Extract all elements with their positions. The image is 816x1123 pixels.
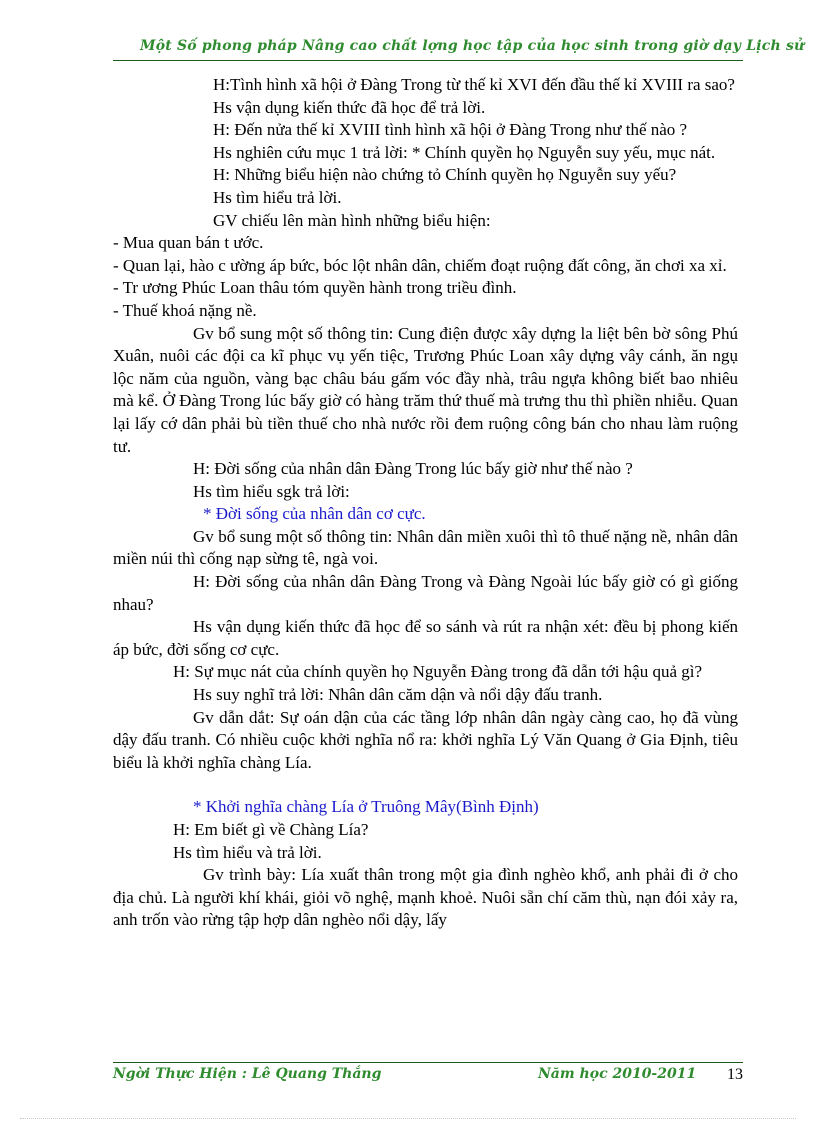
paragraph: H: Đến nửa thế kỉ XVIII tình hình xã hội ở Đàng Trong như thế nào ? — [213, 120, 688, 140]
paragraph: GV chiếu lên màn hình những biểu hiện: — [213, 210, 491, 230]
paragraph: Hs tìm hiểu trả lời. — [213, 187, 342, 207]
spacer — [113, 774, 738, 796]
list-item: - Quan lại, hào c ường áp bức, bóc lột nhân dân, chiếm đoạt ruộng đất công, ăn chơi xa xỉ. — [113, 255, 727, 275]
paragraph: Gv trình bày: Lía xuất thân trong một gia đình nghèo khổ, anh phải đi ở cho địa chủ. Là người khí khái, giỏi võ nghệ, mạnh khoẻ. Nuôi sẵn chí căm thù, nạn đói xảy ra, anh trốn vào rừng tập hợp dân nghèo nổi dậy, lấy — [113, 865, 738, 930]
page-edge-divider — [20, 1118, 796, 1119]
heading-blue: * Khởi nghĩa chàng Lía ở Truông Mây(Bình Định) — [193, 797, 539, 817]
paragraph: H: Đời sống của nhân dân Đàng Trong và Đàng Ngoài lúc bấy giờ có gì giống nhau? — [113, 572, 738, 614]
list-item: - Thuế khoá nặng nề. — [113, 300, 257, 320]
paragraph: Hs tìm hiểu và trả lời. — [173, 842, 322, 862]
heading-blue: * Đời sống của nhân dân cơ cực. — [203, 504, 426, 524]
list-item: - Mua quan bán t ước. — [113, 233, 264, 253]
paragraph: Gv bổ sung một số thông tin: Nhân dân miền xuôi thì tô thuế nặng nề, nhân dân miền núi thì cống nạp sừng tê, ngà voi. — [113, 526, 738, 569]
running-header: Một Số phong pháp Nâng cao chất lợng học tập của học sinh trong giờ dạy Lịch sử — [140, 38, 805, 54]
paragraph: Gv dẫn dắt: Sự oán dận của các tầng lớp nhân dân ngày càng cao, họ đã vùng dậy đấu tranh. Có nhiều cuộc khởi nghĩa nổ ra: khởi nghĩa Lý Văn Quang ở Gia Định, tiêu biểu là khởi nghĩa chàng Lía. — [113, 707, 738, 772]
paragraph: H:Tình hình xã hội ở Đàng Trong từ thế kỉ XVI đến đầu thế kỉ XVIII ra sao? — [213, 75, 735, 94]
paragraph: H: Những biểu hiện nào chứng tỏ Chính quyền họ Nguyễn suy yếu? — [213, 165, 677, 185]
footer-year: Năm học 2010-2011 — [538, 1066, 697, 1082]
paragraph: Hs vận dụng kiến thức đã học để trả lời. — [213, 97, 486, 117]
body-text — [113, 74, 738, 932]
running-footer — [113, 1066, 743, 1088]
paragraph: Hs nghiên cứu mục 1 trả lời: * Chính quyền họ Nguyễn suy yếu, mục nát. — [213, 142, 716, 162]
paragraph: Hs suy nghĩ trả lời: Nhân dân căm dận và nổi dậy đấu tranh. — [193, 685, 603, 705]
footer-author: Ngời Thực Hiện : Lê Quang Thắng — [113, 1066, 382, 1082]
footer-rule — [113, 1062, 743, 1063]
paragraph: Gv bổ sung một số thông tin: Cung điện được xây dựng la liệt bên bờ sông Phú Xuân, nuôi các đội ca kĩ phục vụ yến tiệc, Trương Phúc Loan xây dựng vây cánh, ăn ngụ lộc năm của nguồn, vàng bạc châu báu gấm vóc đầy nhà, trâu ngựa không biết bao nhiêu mà kể. Ở Đàng Trong lúc bấy giờ có hàng trăm thứ thuế mà trưng thu thì phiền nhiễu. Quan lại lấy cớ dân phải bù tiền thuế cho nhà nước rồi đem ruộng công bán cho nhau làm ruộng tư. — [113, 323, 738, 456]
header-rule — [113, 60, 743, 61]
paragraph: H: Sự mục nát của chính quyền họ Nguyễn Đàng trong đã dẫn tới hậu quả gì? — [173, 662, 703, 682]
paragraph: Hs tìm hiểu sgk trả lời: — [193, 481, 350, 501]
page-number: 13 — [727, 1066, 743, 1083]
paragraph: H: Em biết gì về Chàng Lía? — [173, 820, 369, 839]
paragraph: Hs vận dụng kiến thức đã học để so sánh và rút ra nhận xét: đều bị phong kiến áp bức, đời sống cơ cực. — [113, 617, 738, 659]
list-item: - Tr ương Phúc Loan thâu tóm quyền hành trong triều đình. — [113, 278, 517, 298]
paragraph: H: Đời sống của nhân dân Đàng Trong lúc bấy giờ như thế nào ? — [193, 459, 633, 479]
